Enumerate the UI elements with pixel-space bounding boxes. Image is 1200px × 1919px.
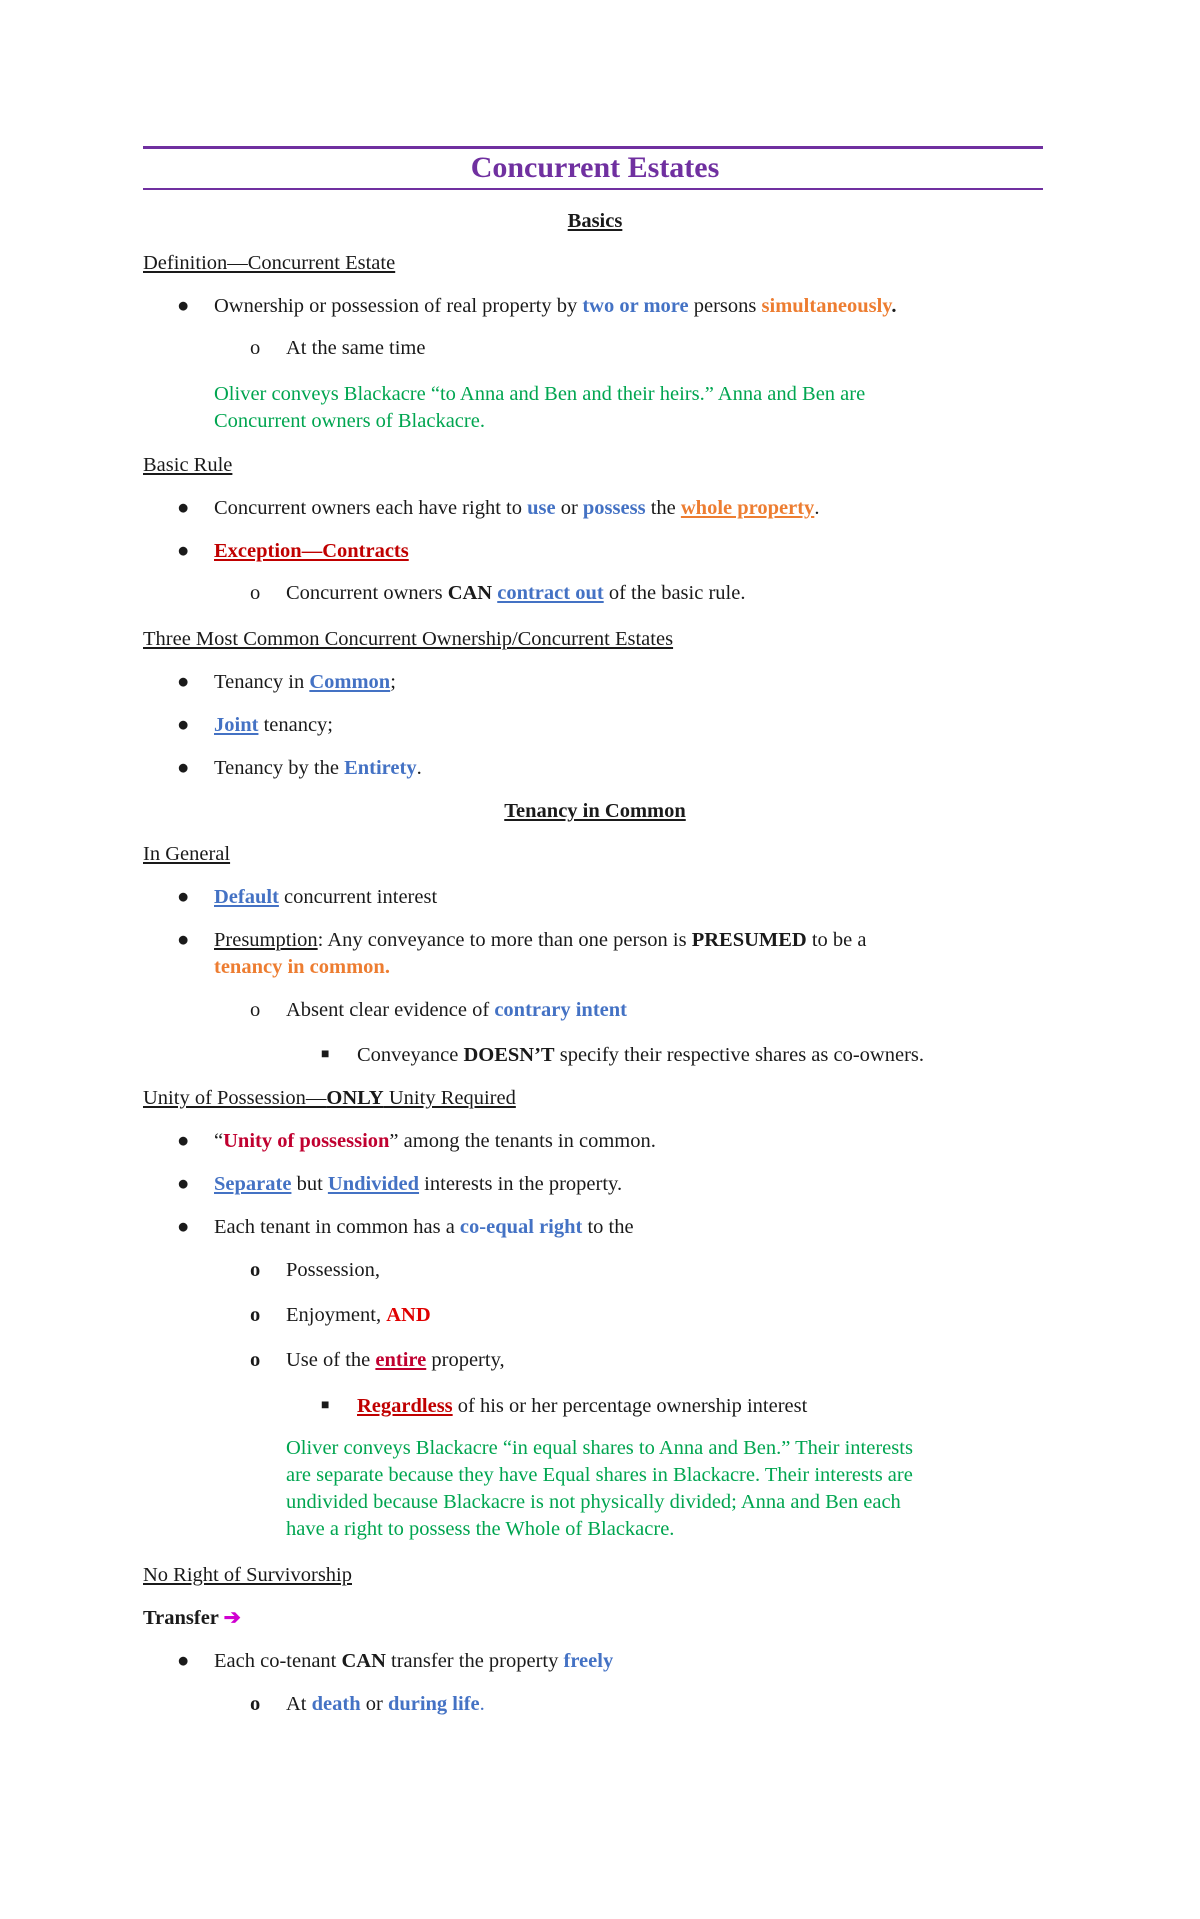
bullet-icon: ● [177, 497, 190, 519]
list-item-possession: Possession, [286, 1259, 380, 1281]
bullet-icon: ● [177, 540, 190, 562]
example-text: Oliver conveys Blackacre “in equal shares to Anna and Ben.” Their interests [286, 1437, 913, 1459]
list-item-regardless: Regardless of his or her percentage ownership interest [357, 1395, 808, 1417]
bullet-icon: ● [177, 671, 190, 693]
circle-bullet-icon: o [250, 1693, 261, 1715]
bullet-icon: ● [177, 1130, 190, 1152]
list-item-presumption: Presumption: Any conveyance to more than one person is PRESUMED to be a [214, 929, 867, 951]
square-bullet-icon: ■ [321, 1398, 330, 1413]
example-text: Oliver conveys Blackacre “to Anna and Ben and their heirs.” Anna and Ben are [214, 383, 866, 405]
list-item-tenancy-by-entirety: Tenancy by the Entirety. [214, 757, 422, 779]
list-item-basic-rule: Concurrent owners each have right to use or possess the whole property. [214, 497, 820, 519]
page-title: Concurrent Estates [470, 151, 720, 184]
list-item-shares: Conveyance DOESN’T specify their respective shares as co-owners. [357, 1044, 925, 1066]
square-bullet-icon: ■ [321, 1047, 330, 1062]
circle-bullet-icon: o [250, 1304, 261, 1326]
example-text: are separate because they have Equal shares in Blackacre. Their interests are [286, 1464, 913, 1486]
bullet-icon: ● [177, 295, 190, 317]
list-item-exception: Exception—Contracts [214, 540, 409, 562]
subheading-in-general: In General [143, 843, 231, 865]
circle-bullet-icon: o [250, 582, 261, 604]
arrow-right-icon: ➔ [223, 1607, 241, 1629]
bullet-icon: ● [177, 886, 190, 908]
section-heading-tenancy-in-common: Tenancy in Common [504, 800, 686, 822]
circle-bullet-icon: o [250, 999, 261, 1021]
example-text: undivided because Blackacre is not physically divided; Anna and Ben each [286, 1491, 901, 1513]
bullet-icon: ● [177, 929, 190, 951]
list-item-co-equal-right: Each tenant in common has a co-equal right to the [214, 1216, 634, 1238]
circle-bullet-icon: o [250, 1349, 261, 1371]
list-item-unity: “Unity of possession” among the tenants in common. [214, 1130, 656, 1152]
bullet-icon: ● [177, 1216, 190, 1238]
list-item-contrary-intent: Absent clear evidence of contrary intent [286, 999, 627, 1021]
list-item-joint-tenancy: Joint tenancy; [214, 714, 334, 736]
list-item-same-time: At the same time [286, 337, 426, 359]
title-bottom-rule [143, 188, 1043, 190]
list-item-use: Use of the entire property, [286, 1349, 505, 1371]
subheading-definition: Definition—Concurrent Estate [143, 252, 396, 274]
circle-bullet-icon: o [250, 337, 261, 359]
subheading-no-survivorship: No Right of Survivorship [143, 1564, 352, 1586]
subheading-unity-of-possession: Unity of Possession—ONLY Unity Required [143, 1087, 516, 1109]
bullet-icon: ● [177, 757, 190, 779]
circle-bullet-icon: o [250, 1259, 261, 1281]
list-item-contract-out: Concurrent owners CAN contract out of the basic rule. [286, 582, 746, 604]
bullet-icon: ● [177, 1173, 190, 1195]
subheading-basic-rule: Basic Rule [143, 454, 233, 476]
list-item-death-or-life: At death or during life. [286, 1693, 485, 1715]
list-item-tenancy-in-common: Tenancy in Common; [214, 671, 396, 693]
example-text: have a right to possess the Whole of Blackacre. [286, 1518, 675, 1540]
list-item-separate-undivided: Separate but Undivided interests in the property. [214, 1173, 623, 1195]
bullet-icon: ● [177, 714, 190, 736]
list-item-enjoyment: Enjoyment, AND [286, 1304, 431, 1326]
list-item-presumption-cont: tenancy in common. [214, 956, 390, 978]
list-item-transfer-freely: Each co-tenant CAN transfer the property freely [214, 1650, 614, 1672]
section-heading-basics: Basics [567, 210, 623, 232]
title-top-rule [143, 146, 1043, 149]
list-item-default: Default concurrent interest [214, 886, 438, 908]
transfer-label: Transfer ➔ [143, 1607, 241, 1629]
example-text: Concurrent owners of Blackacre. [214, 410, 485, 432]
list-item-definition: Ownership or possession of real property by two or more persons simultaneously. [214, 295, 897, 317]
bullet-icon: ● [177, 1650, 190, 1672]
subheading-three-most-common: Three Most Common Concurrent Ownership/Concurrent Estates [143, 628, 674, 650]
